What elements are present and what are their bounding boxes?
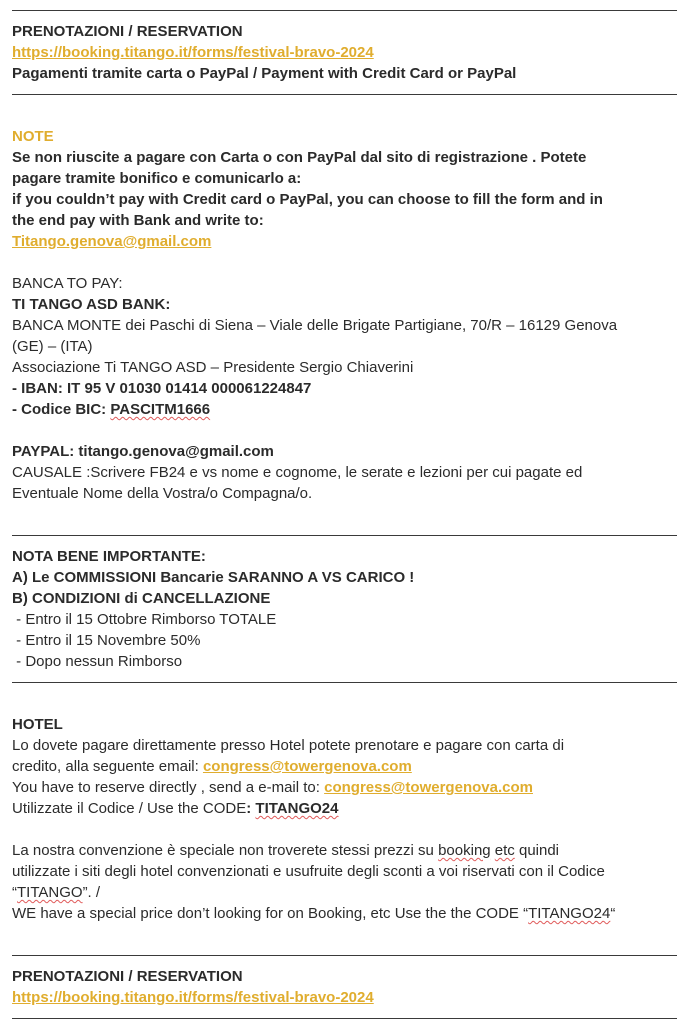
hotel-paragraph-text: quindi — [514, 842, 560, 859]
commission-note: A) Le COMMISSIONI Bancarie SARANNO A VS CARICO ! — [12, 569, 415, 586]
hotel-paragraph-line — [12, 882, 677, 903]
bic-label: - Codice BIC: — [12, 401, 111, 418]
hotel-paragraph-word: etc — [494, 842, 515, 859]
note-heading: NOTE — [12, 128, 54, 145]
association-line: Associazione Ti TANGO ASD – Presidente Sergio Chiaverini — [12, 359, 414, 376]
hotel-text-line — [12, 777, 677, 798]
cancellation-item: - Entro il 15 Ottobre Rimborso TOTALE — [12, 611, 277, 628]
hotel-email-link[interactable]: congress@towergenova.com — [324, 779, 533, 796]
hotel-paragraph-text: WE have a special price don’t looking for on Booking, etc Use the the CODE “ — [12, 905, 529, 922]
hotel-paragraph-word: booking — [438, 842, 491, 859]
titango24-code: TITANGO24 — [528, 905, 611, 922]
hotel-paragraph-line: utilizzate i siti degli hotel convenzionati e usufruite degli sconti a voi riservati con il Codice — [12, 863, 605, 880]
note-text-line: if you couldn’t pay with Credit card o PayPal, you can choose to fill the form and in — [12, 191, 603, 208]
divider — [12, 0, 677, 21]
bank-name-line — [12, 294, 677, 315]
bic-line — [12, 399, 677, 420]
bic-value: PASCITM1666 — [110, 401, 211, 418]
hotel-email-link[interactable]: congress@towergenova.com — [202, 758, 412, 775]
hotel-code-colon: : — [246, 800, 256, 817]
reservation-heading: PRENOTAZIONI / RESERVATION — [12, 968, 243, 985]
note-text-line: Se non riuscite a pagare con Carta o con PayPal dal sito di registrazione . Potete — [12, 149, 587, 166]
booking-link[interactable]: https://booking.titango.it/forms/festival-bravo-2024 — [12, 44, 374, 61]
hotel-paragraph-text: La nostra convenzione è speciale non troverete stessi prezzi su — [12, 842, 439, 859]
bank-address-line: BANCA MONTE dei Paschi di Siena – Viale delle Brigate Partigiane, 70/R – 16129 Genova — [12, 317, 618, 334]
causale-line: CAUSALE :Scrivere FB24 e vs nome e cognome, le serate e lezioni per cui pagate ed — [12, 464, 583, 481]
iban-line: - IBAN: IT 95 V 01030 01414 000061224847 — [12, 380, 312, 397]
causale-line: Eventuale Nome della Vostra/o Compagna/o. — [12, 485, 313, 502]
quote-mark: ”. / — [82, 884, 101, 901]
reservation-heading: PRENOTAZIONI / RESERVATION — [12, 23, 243, 40]
hotel-text: You have to reserve directly , send a e-mail to: — [12, 779, 325, 796]
titango-email-link[interactable]: Titango.genova@gmail.com — [12, 233, 212, 250]
bank-address-line: (GE) – (ITA) — [12, 338, 93, 355]
divider — [12, 1008, 677, 1029]
quote-mark: “ — [610, 905, 616, 922]
hotel-paragraph-line — [12, 903, 677, 924]
hotel-code-label: Utilizzate il Codice / Use the CODE — [12, 800, 247, 817]
titango-code: TITANGO — [17, 884, 83, 901]
hotel-heading: HOTEL — [12, 716, 63, 733]
cancellation-heading: B) CONDIZIONI di CANCELLAZIONE — [12, 590, 271, 607]
divider — [12, 672, 677, 693]
cancellation-item: - Dopo nessun Rimborso — [12, 653, 183, 670]
quote-mark: “ — [12, 884, 17, 901]
hotel-text-line: Lo dovete pagare direttamente presso Hotel potete prenotare e pagare con carta di — [12, 737, 565, 754]
note-text-line: the end pay with Bank and write to: — [12, 212, 264, 229]
hotel-text: credito, alla seguente email: — [12, 758, 203, 775]
hotel-paragraph-line — [12, 840, 677, 861]
paypal-line: PAYPAL: titango.genova@gmail.com — [12, 443, 274, 460]
divider — [12, 945, 677, 966]
banca-to-pay: BANCA TO PAY: — [12, 275, 123, 292]
hotel-code-line — [12, 798, 677, 819]
cancellation-item: - Entro il 15 Novembre 50% — [12, 632, 201, 649]
bank-name: TI TANGO ASD BANK — [12, 296, 166, 313]
divider — [12, 525, 677, 546]
bank-colon: : — [165, 296, 171, 313]
document-body — [12, 0, 677, 1029]
payment-info: Pagamenti tramite carta o PayPal / Payment with Credit Card or PayPal — [12, 65, 517, 82]
booking-link[interactable]: https://booking.titango.it/forms/festival-bravo-2024 — [12, 989, 374, 1006]
hotel-text-line — [12, 756, 677, 777]
nota-bene-heading: NOTA BENE IMPORTANTE: — [12, 548, 206, 565]
divider — [12, 84, 677, 105]
note-text-line: pagare tramite bonifico e comunicarlo a: — [12, 170, 302, 187]
hotel-code-value: TITANGO24 — [255, 800, 339, 817]
